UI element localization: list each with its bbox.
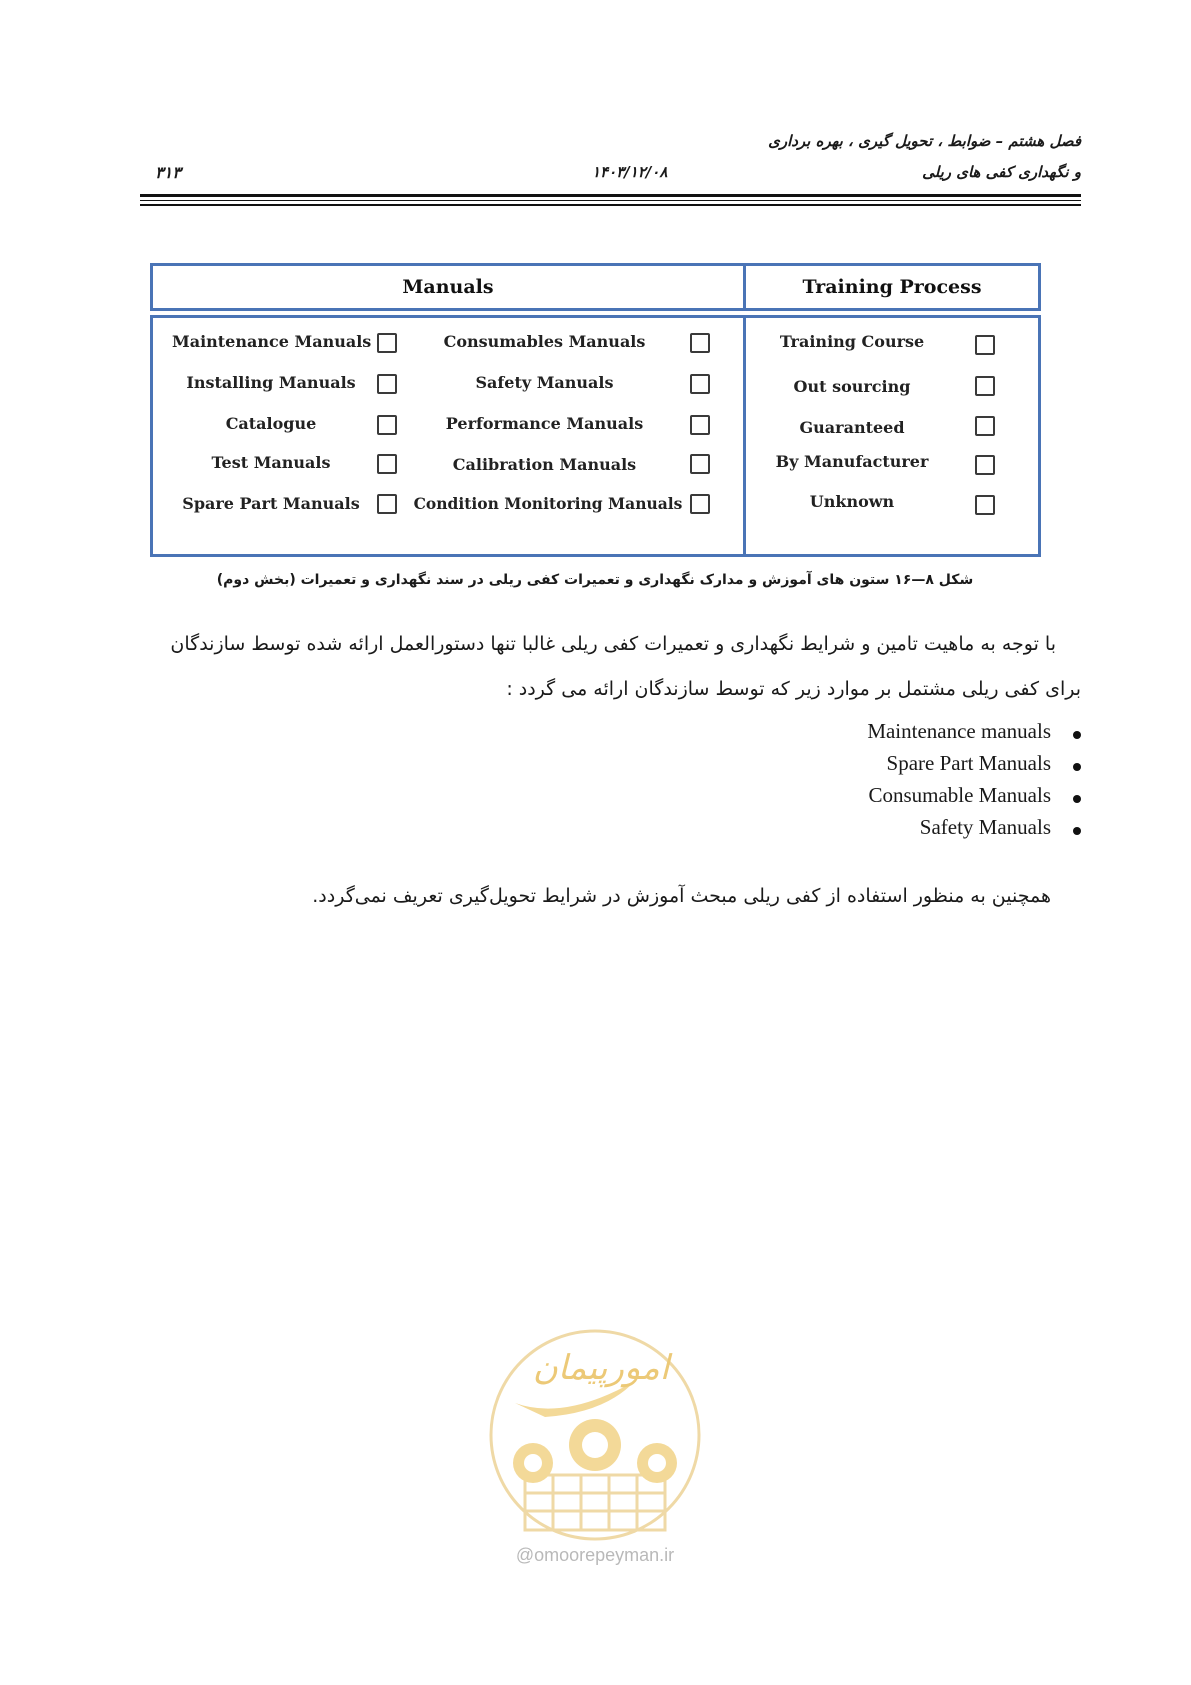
item-label: Installing Manuals bbox=[186, 373, 356, 392]
checkbox-test-manuals[interactable] bbox=[377, 454, 397, 474]
checkbox-safety-manuals[interactable] bbox=[690, 374, 710, 394]
item-label: Maintenance Manuals bbox=[172, 332, 372, 351]
checkbox-unknown[interactable] bbox=[975, 495, 995, 515]
item-label: Guaranteed bbox=[799, 418, 905, 437]
page-number: ۳۱۳ bbox=[155, 163, 181, 182]
checkbox-spare-part-manuals[interactable] bbox=[377, 494, 397, 514]
checkbox-out-sourcing[interactable] bbox=[975, 376, 995, 396]
checkbox-calibration-manuals[interactable] bbox=[690, 454, 710, 474]
figure-caption: شکل ۸—۱۶ ستون های آموزش و مدارک نگهداری و تعمیرات کفی ریلی در سند نگهداری و تعمیرات (بخش دوم) bbox=[216, 572, 974, 588]
bullet-dot bbox=[1073, 795, 1081, 803]
checkbox-installing-manuals[interactable] bbox=[377, 374, 397, 394]
watermark-logo-icon bbox=[485, 1325, 705, 1545]
bullet-dot bbox=[1073, 731, 1081, 739]
paragraph-line: برای کفی ریلی مشتمل بر موارد زیر که توسط سازندگان ارائه می گردد : bbox=[506, 678, 1081, 700]
bullet-item: Spare Part Manuals bbox=[886, 751, 1051, 775]
item-label: Condition Monitoring Manuals bbox=[413, 494, 683, 513]
training-header-label: Training Process bbox=[802, 276, 982, 298]
item-label: Catalogue bbox=[225, 414, 317, 433]
checkbox-catalogue[interactable] bbox=[377, 415, 397, 435]
paragraph-line: همچنین به منظور استفاده از کفی ریلی مبحث آموزش در شرایط تحویل‌گیری تعریف نمی‌گردد. bbox=[312, 885, 1051, 907]
training-header bbox=[743, 263, 1041, 311]
header-rule bbox=[140, 194, 1081, 197]
item-label: Out sourcing bbox=[793, 377, 911, 396]
item-label: By Manufacturer bbox=[775, 452, 929, 471]
chapter-title: فصل هشتم – ضوابط ، تحویل گیری ، بهره برداری bbox=[768, 132, 1081, 150]
header-rule bbox=[140, 200, 1081, 201]
bullet-item: Consumable Manuals bbox=[868, 783, 1051, 807]
checkbox-guaranteed[interactable] bbox=[975, 416, 995, 436]
item-label: Safety Manuals bbox=[475, 373, 614, 392]
watermark-site: @omoorepeyman.ir bbox=[515, 1545, 675, 1565]
header-rule bbox=[140, 204, 1081, 206]
bullet-dot bbox=[1073, 827, 1081, 835]
item-label: Test Manuals bbox=[211, 453, 331, 472]
checkbox-condition-monitoring-manuals[interactable] bbox=[690, 494, 710, 514]
checkbox-performance-manuals[interactable] bbox=[690, 415, 710, 435]
item-label: Training Course bbox=[779, 332, 925, 351]
item-label: Unknown bbox=[809, 492, 895, 511]
checkbox-by-manufacturer[interactable] bbox=[975, 455, 995, 475]
item-label: Spare Part Manuals bbox=[182, 494, 360, 513]
header-date: ۱۴۰۳/۱۲/۰۸ bbox=[592, 163, 668, 181]
item-label: Performance Manuals bbox=[445, 414, 644, 433]
bullet-item: Maintenance manuals bbox=[867, 719, 1051, 743]
manuals-header bbox=[150, 263, 746, 311]
chapter-subtitle: و نگهداری کفی های ریلی bbox=[922, 163, 1081, 181]
checkbox-consumables-manuals[interactable] bbox=[690, 333, 710, 353]
checkbox-training-course[interactable] bbox=[975, 335, 995, 355]
svg-text:امورپیمان: امورپیمان bbox=[532, 1348, 670, 1388]
paragraph-line: با توجه به ماهیت تامین و شرایط نگهداری و تعمیرات کفی ریلی غالبا تنها دستورالعمل ارائه شده توسط سازندگان bbox=[170, 633, 1056, 655]
bullet-item: Safety Manuals bbox=[919, 815, 1051, 839]
item-label: Consumables Manuals bbox=[443, 332, 646, 351]
item-label: Calibration Manuals bbox=[452, 455, 637, 474]
manuals-header-label: Manuals bbox=[402, 276, 494, 298]
manuals-panel bbox=[150, 315, 746, 557]
checkbox-maintenance-manuals[interactable] bbox=[377, 333, 397, 353]
bullet-dot bbox=[1073, 763, 1081, 771]
